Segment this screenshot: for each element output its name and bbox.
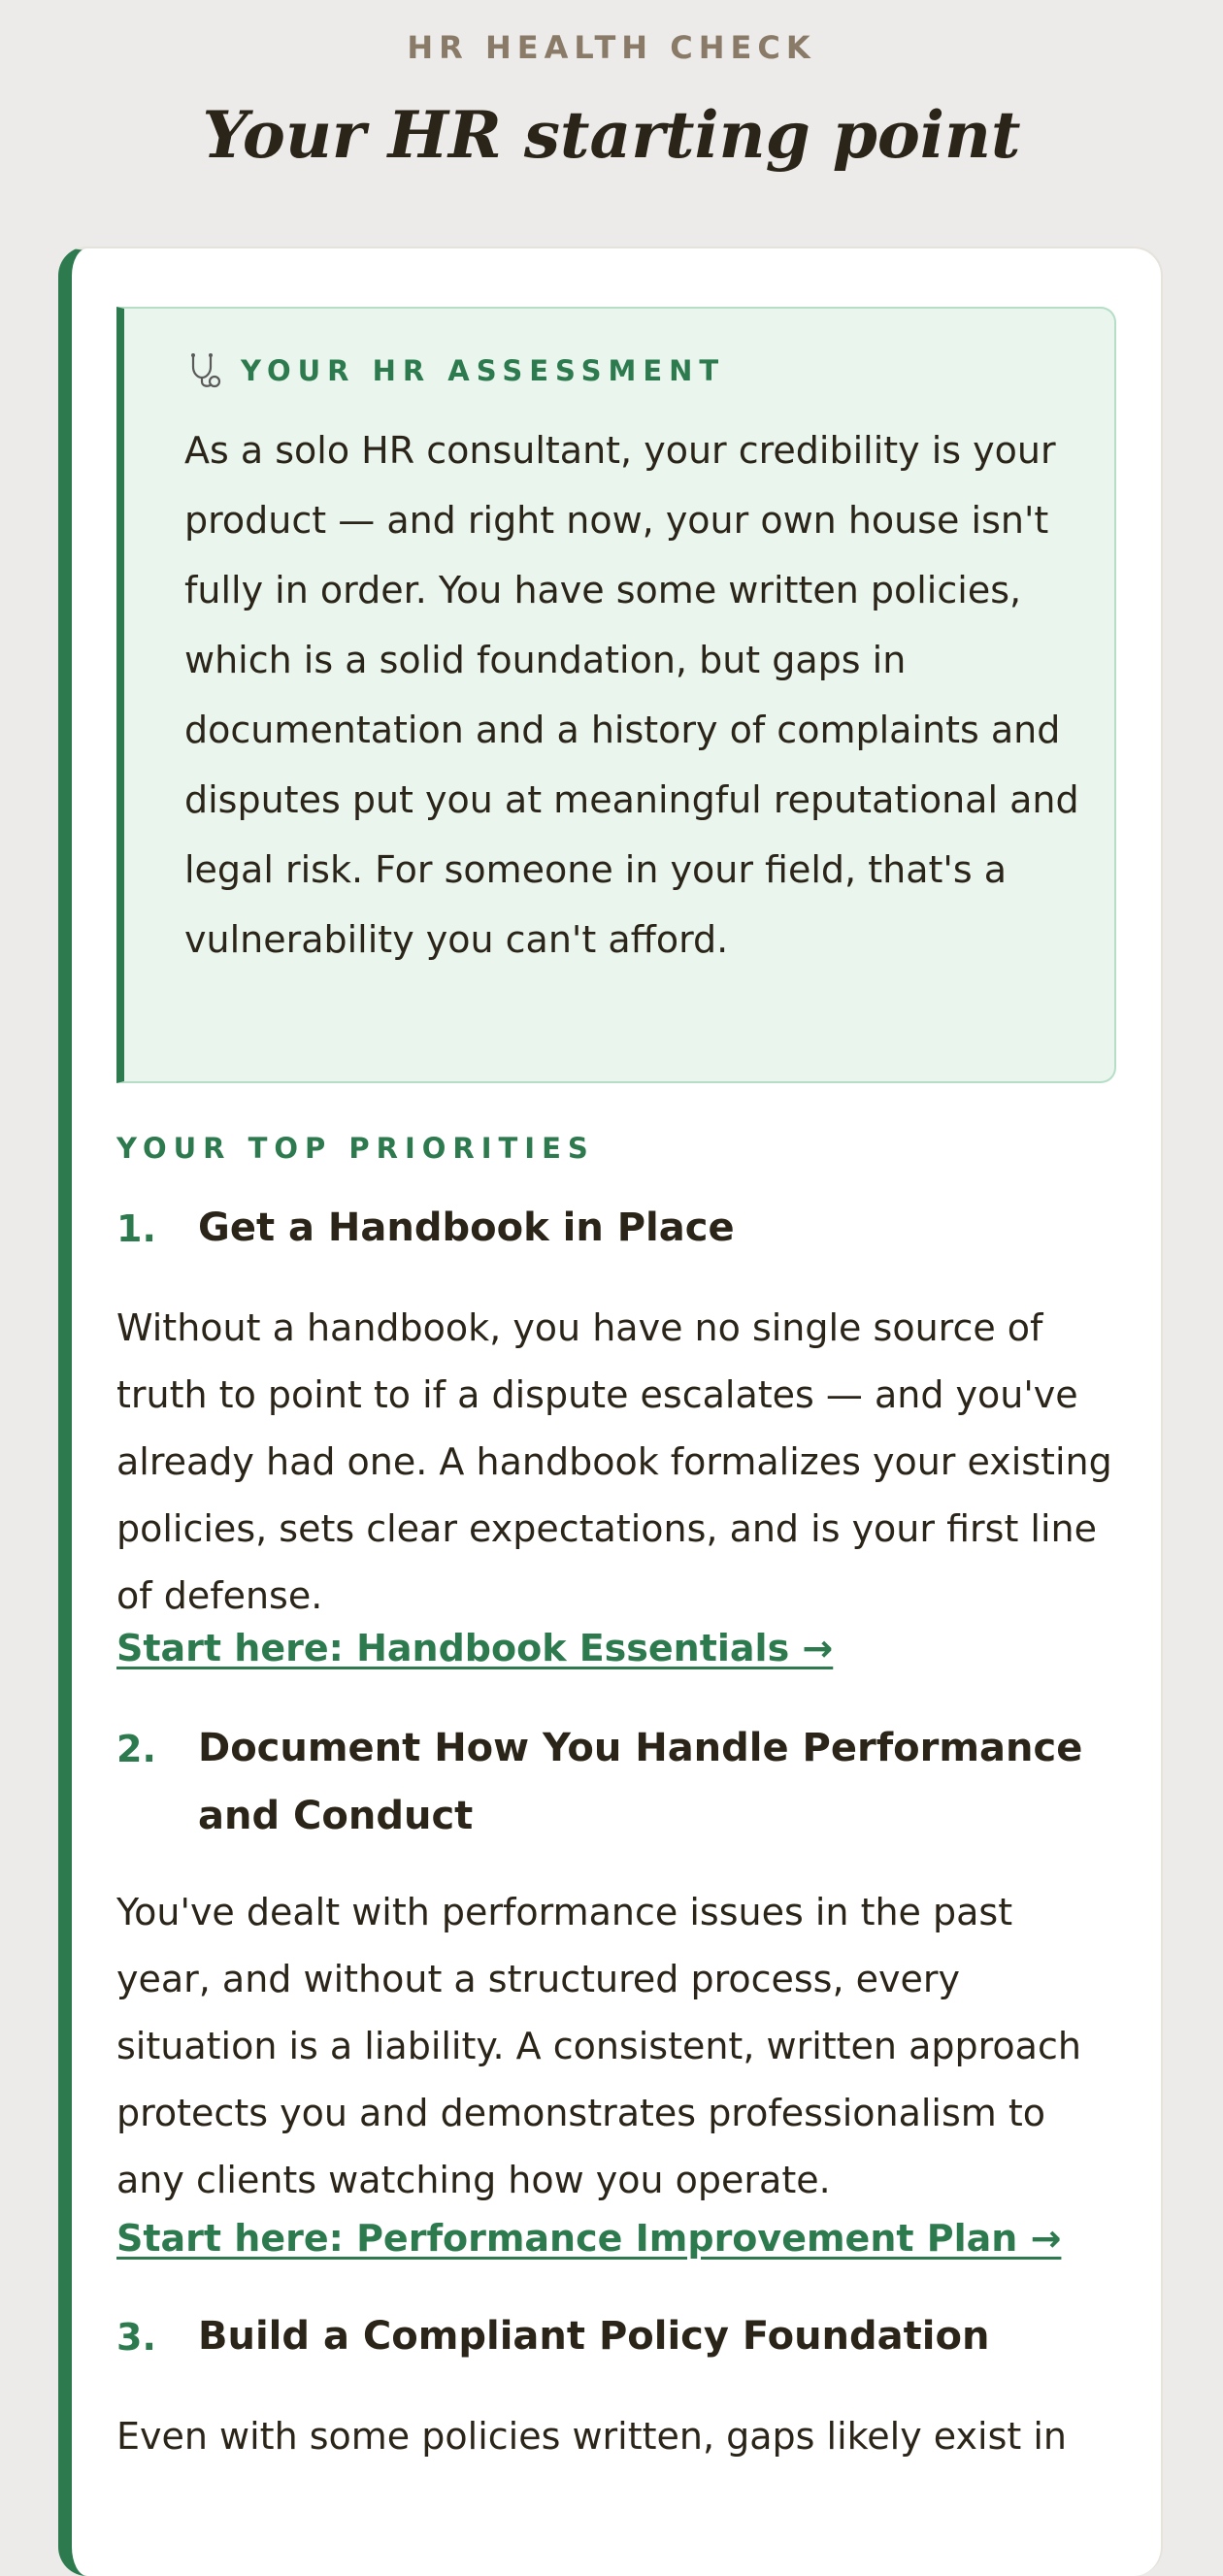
priority-number: 1. — [116, 1207, 156, 1250]
priority-title: Build a Compliant Policy Foundation — [198, 2314, 990, 2359]
performance-improvement-plan-link[interactable]: Start here: Performance Improvement Plan → — [116, 2217, 1062, 2260]
priority-body: Even with some policies written, gaps likely exist in — [116, 2415, 1067, 2458]
assessment-label: YOUR HR ASSESSMENT — [241, 354, 726, 387]
priority-number: 2. — [116, 1728, 156, 1770]
assessment-header — [184, 351, 725, 390]
priority-title: Get a Handbook in Place — [198, 1205, 735, 1250]
priority-body: You've dealt with performance issues in the past year, and without a structured process, every situation is a liability. A consistent, written approach protects you and demonstrates professionalism to any clients watching how you operate. — [116, 1891, 1081, 2201]
eyebrow-label: HR HEALTH CHECK — [407, 29, 816, 66]
assessment-panel — [116, 307, 1116, 1083]
stethoscope-icon — [184, 351, 223, 390]
page-title: Your HR starting point — [202, 97, 1021, 173]
priority-number: 3. — [116, 2316, 156, 2359]
priority-title: Document How You Handle Performance and Conduct — [198, 1726, 1083, 1838]
priority-body: Without a handbook, you have no single source of truth to point to if a dispute escalates — and you've already had one. A handbook formalizes your existing policies, sets clear expectations, and is your first line of defense. — [116, 1306, 1112, 1617]
assessment-text: As a solo HR consultant, your credibility is your product — and right now, your own house isn't fully in order. You have some written policies, which is a solid foundation, but gaps in documentation and a history of complaints and disputes put you at meaningful reputational and legal risk. For someone in your field, that's a vulnerability you can't afford. — [184, 429, 1079, 961]
priorities-label: YOUR TOP PRIORITIES — [116, 1132, 595, 1165]
handbook-essentials-link[interactable]: Start here: Handbook Essentials → — [116, 1627, 834, 1669]
